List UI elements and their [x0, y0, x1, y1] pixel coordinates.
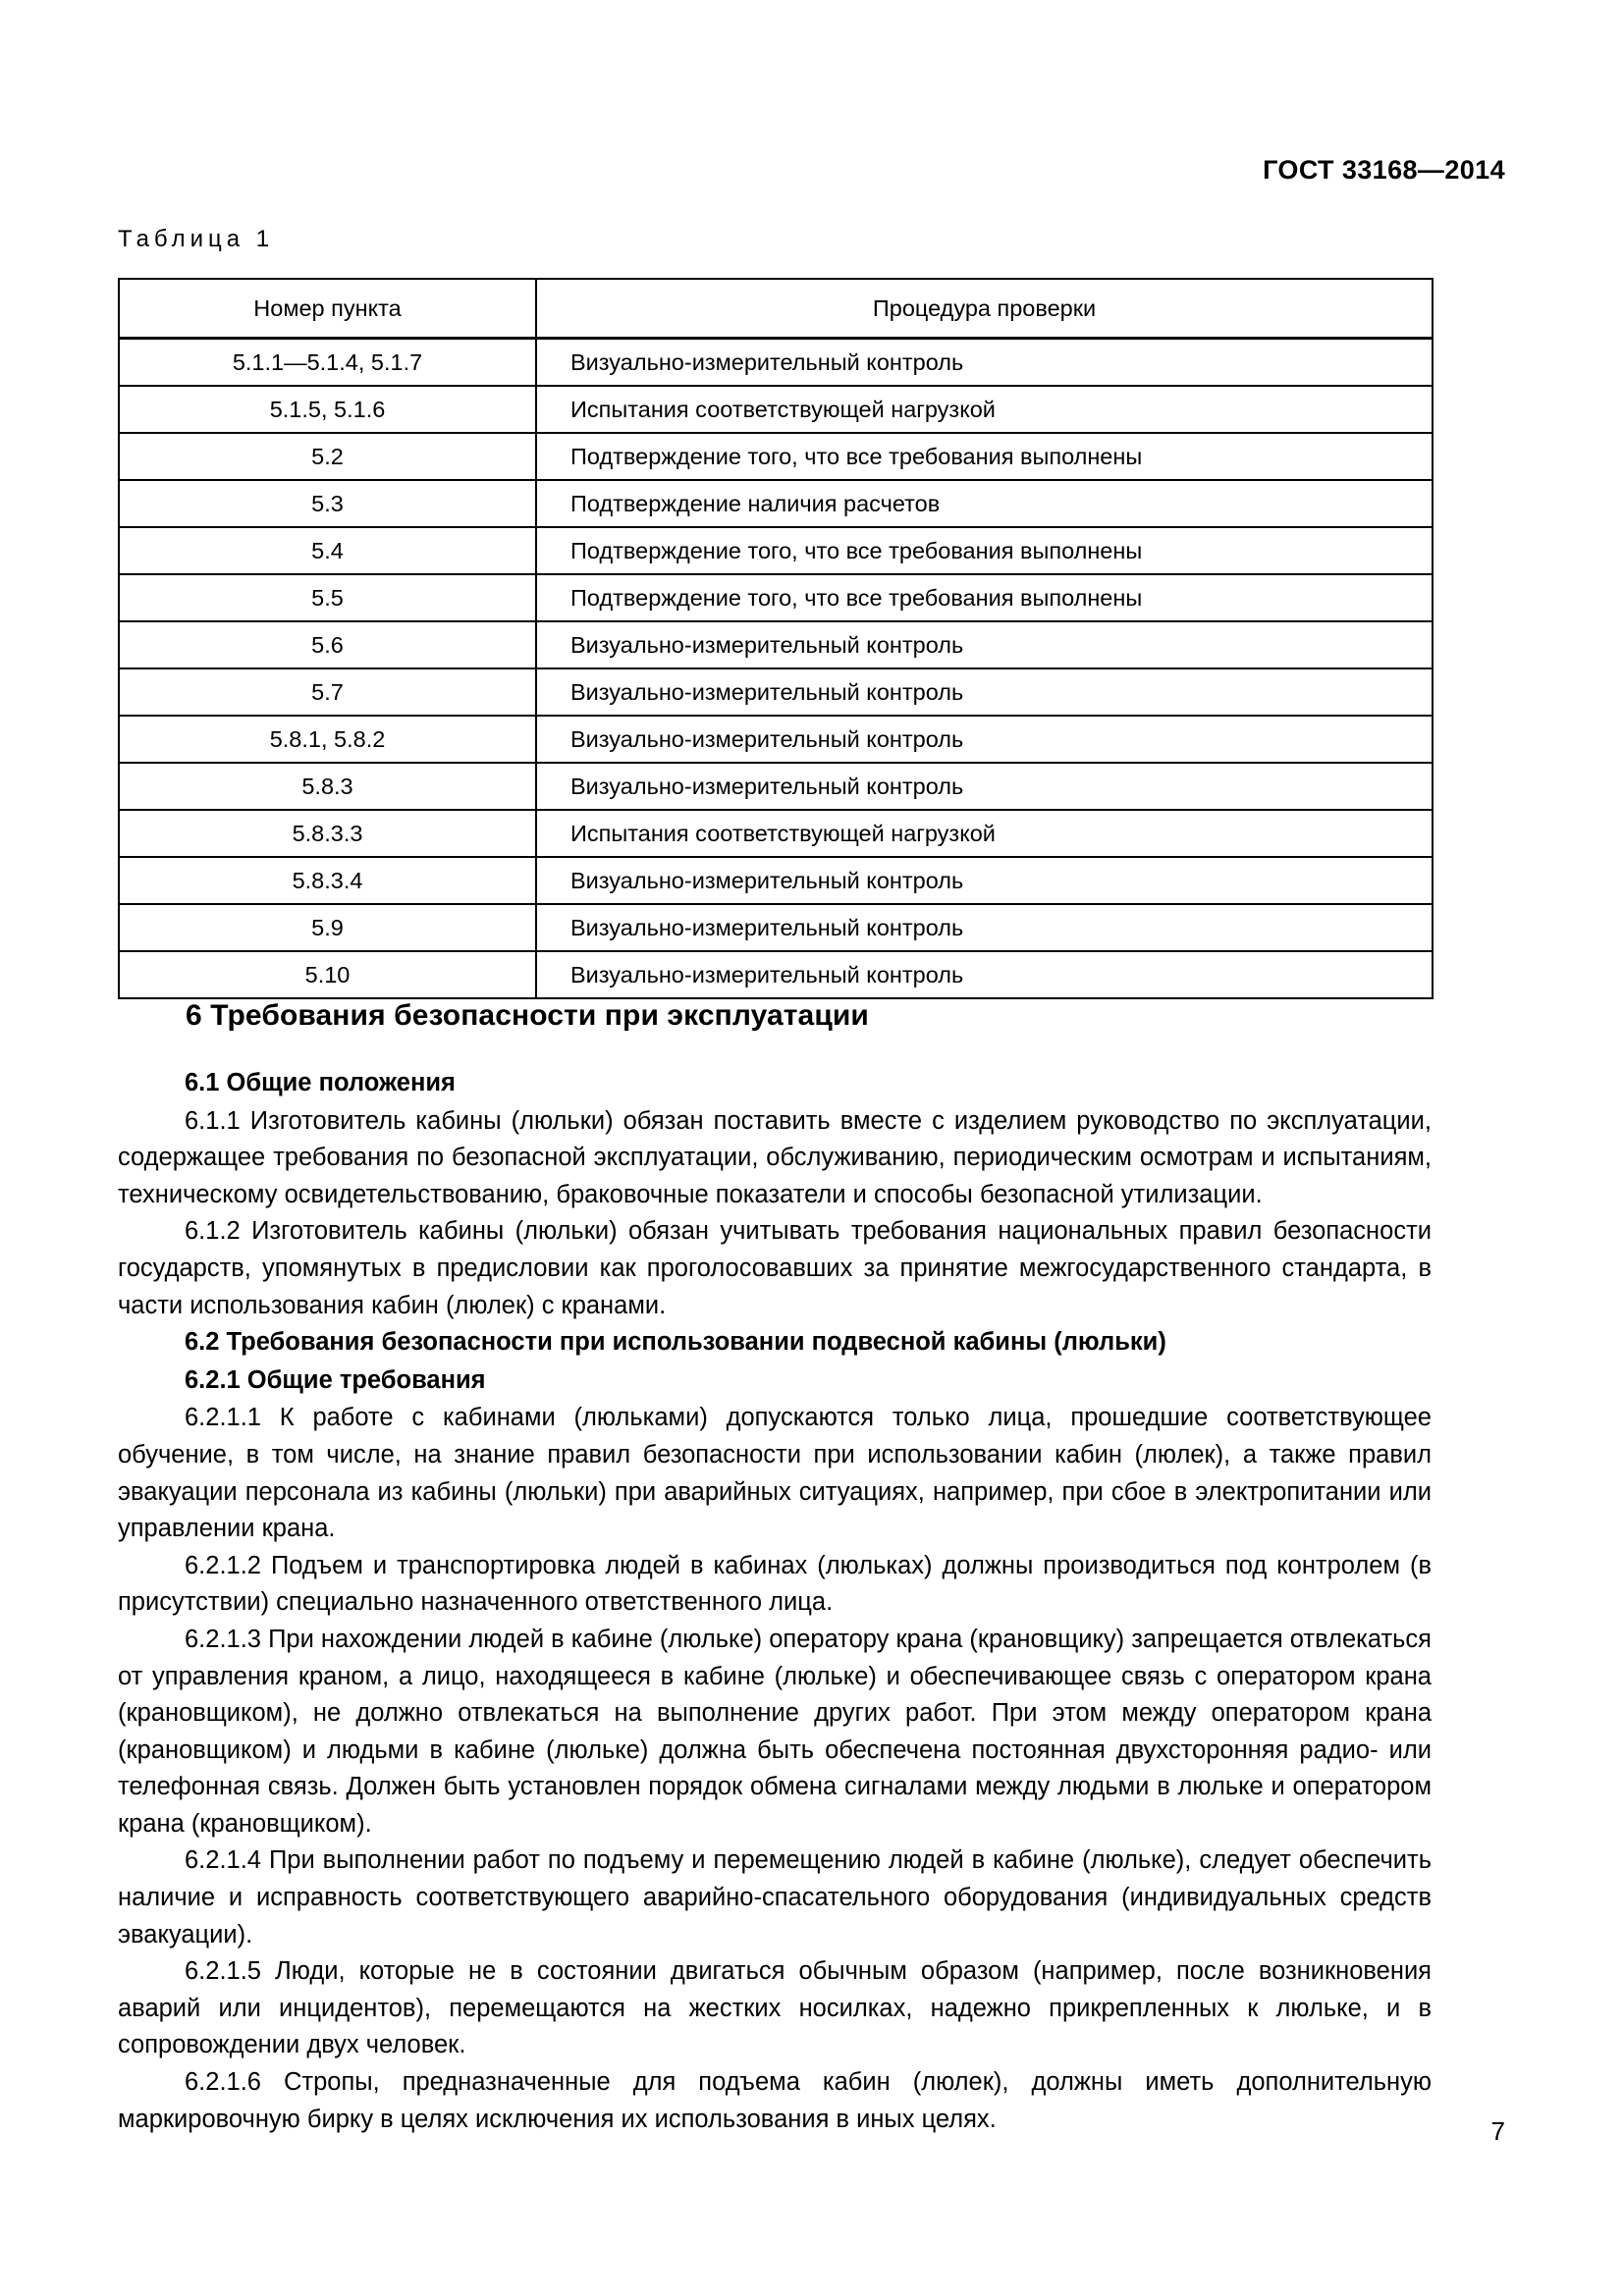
page-number: 7 — [1490, 2116, 1505, 2146]
cell-procedure: Визуально-измерительный контроль — [536, 339, 1433, 387]
cell-procedure: Подтверждение того, что все требования выполнены — [536, 527, 1433, 574]
cell-procedure: Визуально-измерительный контроль — [536, 951, 1433, 998]
subsection-heading-6-2: 6.2 Требования безопасности при использовании подвесной кабины (люльки) — [185, 1328, 1166, 1357]
cell-item-number: 5.8.3 — [119, 763, 536, 810]
subsection-heading-6-2-1: 6.2.1 Общие требования — [185, 1365, 486, 1394]
cell-item-number: 5.6 — [119, 621, 536, 668]
cell-item-number: 5.9 — [119, 904, 536, 951]
cell-item-number: 5.1.5, 5.1.6 — [119, 386, 536, 433]
paragraph-6-2-1-3: 6.2.1.3 При нахождении людей в кабине (люльке) оператору крана (крановщику) запрещается отвлекаться от управления краном, а лицо, находящееся в кабине (люльке) и обеспечивающее связь с оператором крана (крановщиком), не должно отвлекаться на выполнение других работ. При этом между оператором крана (крановщиком) и людьми в кабине (люльке) должна быть обеспечена постоянная двухсторонняя радио- или телефонная связь. Должен быть установлен порядок обмена сигналами между людьми в люльке и оператором крана (крановщиком). — [118, 1625, 1432, 1838]
cell-item-number: 5.3 — [119, 480, 536, 527]
table-caption: Таблица 1 — [118, 226, 275, 252]
paragraph-6-2-1-5: 6.2.1.5 Люди, которые не в состоянии двигаться обычным образом (например, после возникновения аварий или инцидентов), перемещаются на жестких носилках, надежно прикрепленных к люльке, и в сопровождении двух человек. — [118, 1957, 1432, 2059]
table-body — [119, 339, 1433, 999]
paragraph-6-2-1-1: 6.2.1.1 К работе с кабинами (люльками) допускаются только лица, прошедшие соответствующее обучение, в том числе, на знание правил безопасности при использовании кабин (люлек), а также правил эвакуации персонала из кабины (люльки) при аварийных ситуациях, например, при сбое в электропитании или управлении крана. — [118, 1404, 1432, 1543]
cell-item-number: 5.8.3.3 — [119, 810, 536, 857]
table-row — [119, 716, 1433, 763]
table-row — [119, 433, 1433, 480]
paragraph-6-2-1-2: 6.2.1.2 Подъем и транспортировка людей в кабинах (люльках) должны производиться под контролем (в присутствии) специально назначенного ответственного лица. — [118, 1551, 1432, 1617]
cell-procedure: Визуально-измерительный контроль — [536, 904, 1433, 951]
inspection-procedures-table — [118, 278, 1434, 999]
cell-procedure: Визуально-измерительный контроль — [536, 621, 1433, 668]
subsection-heading-6-1: 6.1 Общие положения — [185, 1069, 456, 1096]
cell-procedure: Испытания соответствующей нагрузкой — [536, 810, 1433, 857]
paragraph-6-1-1: 6.1.1 Изготовитель кабины (люльки) обязан поставить вместе с изделием руководство по эксплуатации, содержащее требования по безопасной эксплуатации, обслуживанию, периодическим осмотрам и испытаниям, техническому освидетельствованию, браковочные показатели и способы безопасной утилизации. — [118, 1106, 1432, 1208]
cell-procedure: Подтверждение того, что все требования выполнены — [536, 574, 1433, 621]
section-heading-6: 6 Требования безопасности при эксплуатации — [186, 999, 869, 1032]
column-header-procedure: Процедура проверки — [536, 279, 1433, 339]
cell-item-number: 5.7 — [119, 668, 536, 716]
paragraph-6-2-1-4: 6.2.1.4 При выполнении работ по подъему и перемещению людей в кабине (люльке), следует обеспечить наличие и исправность соответствующего аварийно-спасательного оборудования (индивидуальных средств эвакуации). — [118, 1846, 1432, 1949]
paragraph-6-2-1-6: 6.2.1.6 Стропы, предназначенные для подъема кабин (люлек), должны иметь дополнительную маркировочную бирку в целях исключения их использования в иных целях. — [118, 2068, 1432, 2133]
cell-item-number: 5.1.1—5.1.4, 5.1.7 — [119, 339, 536, 387]
table-row — [119, 857, 1433, 904]
table-row — [119, 668, 1433, 716]
cell-procedure: Визуально-измерительный контроль — [536, 668, 1433, 716]
table-row — [119, 810, 1433, 857]
running-header-standard-title: ГОСТ 33168—2014 — [1263, 155, 1505, 185]
table-row — [119, 763, 1433, 810]
cell-procedure: Визуально-измерительный контроль — [536, 716, 1433, 763]
table-row — [119, 480, 1433, 527]
table-row — [119, 386, 1433, 433]
cell-procedure: Подтверждение наличия расчетов — [536, 480, 1433, 527]
table-row — [119, 951, 1433, 998]
body-content — [118, 1065, 1432, 2138]
paragraph-6-1-2: 6.1.2 Изготовитель кабины (люльки) обязан учитывать требования национальных правил безопасности государств, упомянутых в предисловии как проголосовавших за принятие межгосударственного стандарта, в части использования кабин (люлек) с кранами. — [118, 1217, 1432, 1319]
cell-procedure: Подтверждение того, что все требования выполнены — [536, 433, 1433, 480]
table-row — [119, 621, 1433, 668]
cell-item-number: 5.2 — [119, 433, 536, 480]
cell-item-number: 5.5 — [119, 574, 536, 621]
cell-procedure: Испытания соответствующей нагрузкой — [536, 386, 1433, 433]
cell-item-number: 5.10 — [119, 951, 536, 998]
table-row — [119, 527, 1433, 574]
cell-item-number: 5.4 — [119, 527, 536, 574]
table-row — [119, 339, 1433, 387]
table-header — [119, 279, 1433, 339]
table-row — [119, 574, 1433, 621]
cell-procedure: Визуально-измерительный контроль — [536, 857, 1433, 904]
cell-item-number: 5.8.3.4 — [119, 857, 536, 904]
column-header-item-number: Номер пункта — [119, 279, 536, 339]
table-header-row — [119, 279, 1433, 339]
table-row — [119, 904, 1433, 951]
cell-item-number: 5.8.1, 5.8.2 — [119, 716, 536, 763]
cell-procedure: Визуально-измерительный контроль — [536, 763, 1433, 810]
